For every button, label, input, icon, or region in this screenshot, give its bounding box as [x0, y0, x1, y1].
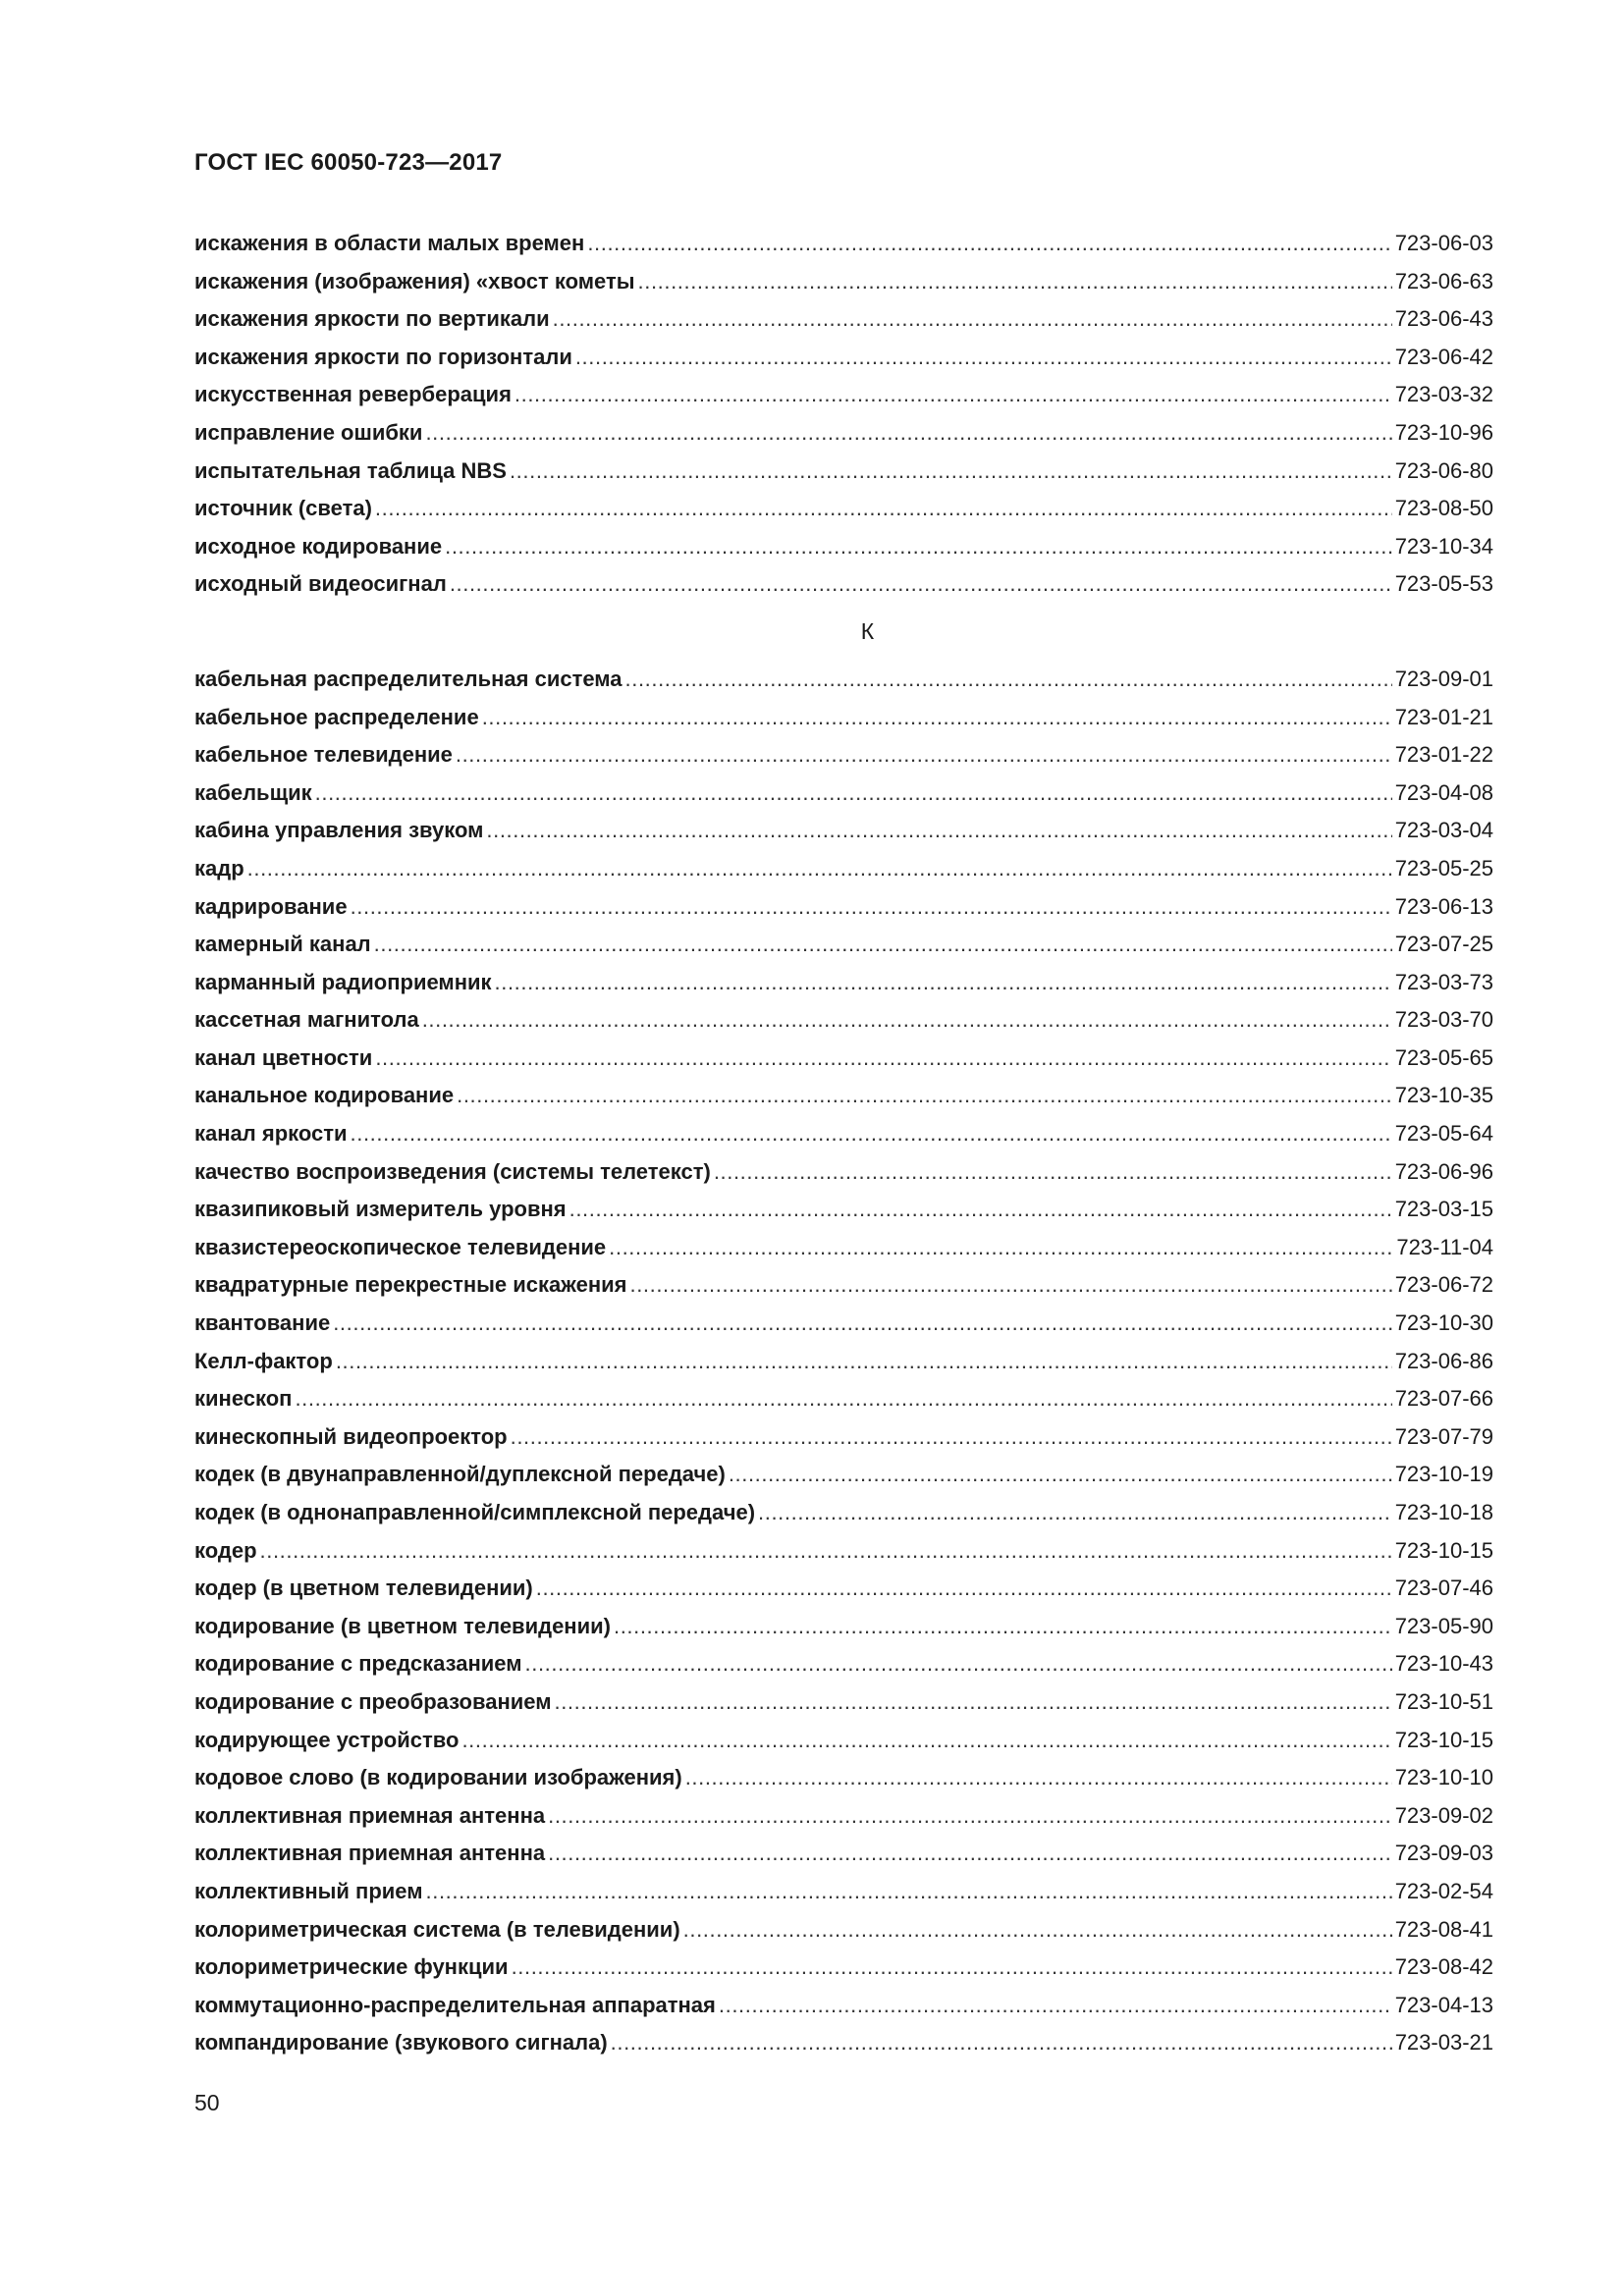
- dot-leader: [351, 1115, 1392, 1153]
- index-ref: 723-01-21: [1394, 704, 1493, 729]
- index-entry: [194, 1532, 1493, 1571]
- dot-leader: [456, 736, 1392, 774]
- dot-leader: [587, 225, 1391, 263]
- index-term: кабельщик: [194, 779, 312, 805]
- index-entry: [194, 1949, 1493, 1987]
- index-ref: 723-10-96: [1394, 419, 1493, 445]
- dot-leader: [625, 661, 1392, 699]
- index-ref: 723-08-41: [1394, 1916, 1493, 1942]
- index-entry: [194, 1115, 1493, 1153]
- index-ref: 723-07-79: [1394, 1423, 1493, 1449]
- index-ref: 723-05-53: [1394, 571, 1493, 597]
- index-ref: 723-05-90: [1394, 1613, 1493, 1638]
- index-term: исходный видеосигнал: [194, 571, 447, 597]
- index-term: исходное кодирование: [194, 533, 443, 559]
- dot-leader: [536, 1570, 1392, 1608]
- dot-leader: [683, 1911, 1392, 1949]
- index-entry: [194, 1494, 1493, 1532]
- index-term: коллективная приемная антенна: [194, 1802, 546, 1828]
- index-term: канал яркости: [194, 1121, 348, 1147]
- dot-leader: [351, 888, 1392, 927]
- index-term: кинескоп: [194, 1386, 293, 1412]
- dot-leader: [495, 964, 1392, 1002]
- index-entry: [194, 2024, 1493, 2062]
- index-ref: 723-10-34: [1394, 533, 1493, 559]
- index-ref: 723-06-80: [1394, 457, 1493, 483]
- dot-leader: [336, 1343, 1392, 1381]
- index-entry: [194, 414, 1493, 453]
- index-entry: [194, 490, 1493, 528]
- index-entry: [194, 300, 1493, 339]
- index-term: канальное кодирование: [194, 1083, 455, 1108]
- index-entry: [194, 565, 1493, 604]
- index-term: кабельное телевидение: [194, 742, 453, 768]
- index-ref: 723-06-42: [1394, 344, 1493, 369]
- dot-leader: [375, 490, 1392, 528]
- index-term: кодер: [194, 1537, 257, 1563]
- index-term: кодек (в двунаправленной/дуплексной передаче): [194, 1462, 726, 1487]
- index-term: кодер (в цветном телевидении): [194, 1575, 533, 1601]
- dot-leader: [450, 565, 1392, 604]
- index-entry: [194, 263, 1493, 301]
- index-entry: [194, 812, 1493, 850]
- index-entry: [194, 1191, 1493, 1229]
- dot-leader: [374, 926, 1392, 964]
- index-entry: [194, 661, 1493, 699]
- index-entry: [194, 1797, 1493, 1836]
- index-term: кодирование с преобразованием: [194, 1688, 552, 1714]
- index-ref: 723-06-03: [1394, 231, 1493, 255]
- dot-leader: [609, 1229, 1393, 1267]
- index-term: коллективный прием: [194, 1878, 423, 1903]
- index-term: кодовое слово (в кодировании изображения): [194, 1765, 682, 1790]
- index-ref: 723-03-04: [1394, 818, 1493, 843]
- index-ref: 723-10-43: [1394, 1651, 1493, 1677]
- dot-leader: [260, 1532, 1392, 1571]
- index-term: кабельная распределительная система: [194, 666, 623, 691]
- index-ref: 723-03-70: [1394, 1007, 1493, 1033]
- dot-leader: [525, 1645, 1392, 1683]
- page-number: 50: [194, 2090, 220, 2115]
- index-ref: 723-08-42: [1394, 1954, 1493, 1980]
- index-term: карманный радиоприемник: [194, 969, 492, 994]
- index-entry: [194, 339, 1493, 377]
- term-index: [194, 225, 1493, 2062]
- index-ref: 723-08-50: [1394, 496, 1493, 521]
- dot-leader: [315, 774, 1392, 813]
- index-term: качество воспроизведения (системы телетекст): [194, 1158, 711, 1184]
- index-ref: 723-07-66: [1394, 1386, 1493, 1412]
- index-ref: 723-06-96: [1394, 1158, 1493, 1184]
- dot-leader: [629, 1266, 1391, 1305]
- index-entry: [194, 1266, 1493, 1305]
- dot-leader: [295, 1380, 1391, 1418]
- index-ref: 723-03-32: [1394, 382, 1493, 407]
- index-term: кодирование с предсказанием: [194, 1651, 522, 1677]
- index-ref: 723-07-46: [1394, 1575, 1493, 1601]
- index-term: искажения яркости по горизонтали: [194, 344, 572, 369]
- index-ref: 723-05-64: [1394, 1121, 1493, 1147]
- index-entry: [194, 1153, 1493, 1192]
- index-entry: [194, 699, 1493, 737]
- index-term: кабина управления звуком: [194, 818, 484, 843]
- dot-leader: [553, 300, 1392, 339]
- dot-leader: [554, 1683, 1391, 1722]
- index-entry: [194, 1001, 1493, 1040]
- index-entry: [194, 1077, 1493, 1115]
- index-term: квадратурные перекрестные искажения: [194, 1272, 627, 1298]
- dot-leader: [486, 812, 1391, 850]
- index-entry: [194, 1722, 1493, 1760]
- index-term: кадр: [194, 855, 244, 881]
- document-header: ГОСТ IEC 60050-723—2017: [194, 149, 503, 176]
- index-term: колориметрические функции: [194, 1954, 509, 1980]
- dot-leader: [510, 453, 1392, 491]
- index-term: кинескопный видеопроектор: [194, 1423, 508, 1449]
- index-term: источник (света): [194, 496, 372, 521]
- index-entry: [194, 1608, 1493, 1646]
- index-term: испытательная таблица NBS: [194, 457, 507, 483]
- dot-leader: [512, 1949, 1392, 1987]
- dot-leader: [482, 699, 1392, 737]
- index-ref: 723-09-02: [1394, 1802, 1493, 1828]
- index-entry: [194, 225, 1493, 263]
- index-ref: 723-10-19: [1394, 1462, 1493, 1487]
- index-entry: [194, 528, 1493, 566]
- index-entry: [194, 888, 1493, 927]
- index-entry: [194, 1229, 1493, 1267]
- dot-leader: [457, 1077, 1392, 1115]
- index-term: камерный канал: [194, 932, 371, 957]
- index-term: искусственная реверберация: [194, 382, 512, 407]
- index-term: коммутационно-распределительная аппаратная: [194, 1992, 716, 2017]
- index-entry: [194, 1418, 1493, 1457]
- index-entry: [194, 1683, 1493, 1722]
- index-entry: [194, 1380, 1493, 1418]
- dot-leader: [375, 1040, 1391, 1078]
- dot-leader: [569, 1191, 1392, 1229]
- index-ref: 723-04-08: [1394, 779, 1493, 805]
- dot-leader: [426, 1873, 1392, 1911]
- index-entry: [194, 736, 1493, 774]
- index-term: искажения яркости по вертикали: [194, 306, 550, 332]
- index-ref: 723-10-10: [1394, 1765, 1493, 1790]
- index-term: канал цветности: [194, 1044, 373, 1070]
- index-ref: 723-06-63: [1394, 268, 1493, 294]
- index-ref: 723-06-72: [1394, 1272, 1493, 1298]
- index-term: кодирование (в цветном телевидении): [194, 1613, 611, 1638]
- index-term: квазистереоскопическое телевидение: [194, 1234, 607, 1259]
- index-ref: 723-06-43: [1394, 306, 1493, 332]
- index-ref: 723-07-25: [1394, 932, 1493, 957]
- index-entry: [194, 1343, 1493, 1381]
- index-entry: [194, 1040, 1493, 1078]
- index-entry: [194, 1645, 1493, 1683]
- section-letter-heading: [194, 604, 1493, 661]
- index-term: кабельное распределение: [194, 704, 479, 729]
- dot-leader: [638, 263, 1392, 301]
- index-ref: 723-03-21: [1394, 2030, 1493, 2056]
- dot-leader: [614, 1608, 1392, 1646]
- index-entry: [194, 453, 1493, 491]
- index-ref: 723-10-15: [1394, 1727, 1493, 1752]
- dot-leader: [548, 1835, 1392, 1873]
- dot-leader: [729, 1456, 1392, 1494]
- index-entry: [194, 1456, 1493, 1494]
- dot-leader: [425, 414, 1391, 453]
- dot-leader: [461, 1722, 1391, 1760]
- index-entry: [194, 1873, 1493, 1911]
- index-entry: [194, 926, 1493, 964]
- dot-leader: [714, 1153, 1392, 1192]
- index-term: Келл-фактор: [194, 1348, 333, 1373]
- dot-leader: [445, 528, 1392, 566]
- index-ref: 723-06-13: [1394, 893, 1493, 919]
- index-ref: 723-09-01: [1394, 666, 1493, 691]
- index-term: искажения (изображения) «хвост кометы: [194, 268, 635, 294]
- dot-leader: [247, 850, 1392, 888]
- index-term: искажения в области малых времен: [194, 231, 585, 255]
- index-term: колориметрическая система (в телевидении): [194, 1916, 680, 1942]
- index-term: кодирующее устройство: [194, 1727, 460, 1752]
- index-entry: [194, 376, 1493, 414]
- index-term: кадрирование: [194, 893, 348, 919]
- dot-leader: [611, 2024, 1392, 2062]
- index-entry: [194, 1305, 1493, 1343]
- index-entry: [194, 1835, 1493, 1873]
- dot-leader: [575, 339, 1392, 377]
- index-ref: 723-01-22: [1394, 742, 1493, 768]
- index-term: компандирование (звукового сигнала): [194, 2030, 608, 2056]
- dot-leader: [685, 1759, 1392, 1797]
- dot-leader: [333, 1305, 1391, 1343]
- index-ref: 723-11-04: [1396, 1234, 1493, 1259]
- index-ref: 723-10-35: [1394, 1083, 1493, 1108]
- index-term: коллективная приемная антенна: [194, 1841, 546, 1866]
- dot-leader: [758, 1494, 1392, 1532]
- index-ref: 723-10-15: [1394, 1537, 1493, 1563]
- index-term: квантование: [194, 1310, 331, 1336]
- dot-leader: [422, 1001, 1392, 1040]
- index-entry: [194, 1759, 1493, 1797]
- index-entry: [194, 774, 1493, 813]
- index-entry: [194, 1987, 1493, 2025]
- index-term: квазипиковый измеритель уровня: [194, 1197, 567, 1222]
- index-term: кодек (в однонаправленной/симплексной передаче): [194, 1500, 756, 1524]
- index-ref: 723-03-73: [1394, 969, 1493, 994]
- index-ref: 723-04-13: [1394, 1992, 1493, 2017]
- index-term: кассетная магнитола: [194, 1007, 419, 1033]
- index-ref: 723-10-30: [1394, 1310, 1493, 1336]
- dot-leader: [548, 1797, 1392, 1836]
- section-letter: К: [860, 618, 875, 645]
- index-ref: 723-03-15: [1394, 1197, 1493, 1222]
- index-entry: [194, 1570, 1493, 1608]
- dot-leader: [514, 376, 1392, 414]
- index-entry: [194, 964, 1493, 1002]
- index-ref: 723-05-65: [1394, 1044, 1493, 1070]
- index-ref: 723-09-03: [1394, 1841, 1493, 1866]
- index-ref: 723-06-86: [1394, 1348, 1493, 1373]
- index-ref: 723-05-25: [1394, 855, 1493, 881]
- dot-leader: [511, 1418, 1392, 1457]
- dot-leader: [719, 1987, 1392, 2025]
- index-term: исправление ошибки: [194, 419, 423, 445]
- index-ref: 723-10-18: [1394, 1500, 1493, 1524]
- index-ref: 723-02-54: [1394, 1878, 1493, 1903]
- index-entry: [194, 1911, 1493, 1949]
- index-entry: [194, 850, 1493, 888]
- index-ref: 723-10-51: [1394, 1688, 1493, 1714]
